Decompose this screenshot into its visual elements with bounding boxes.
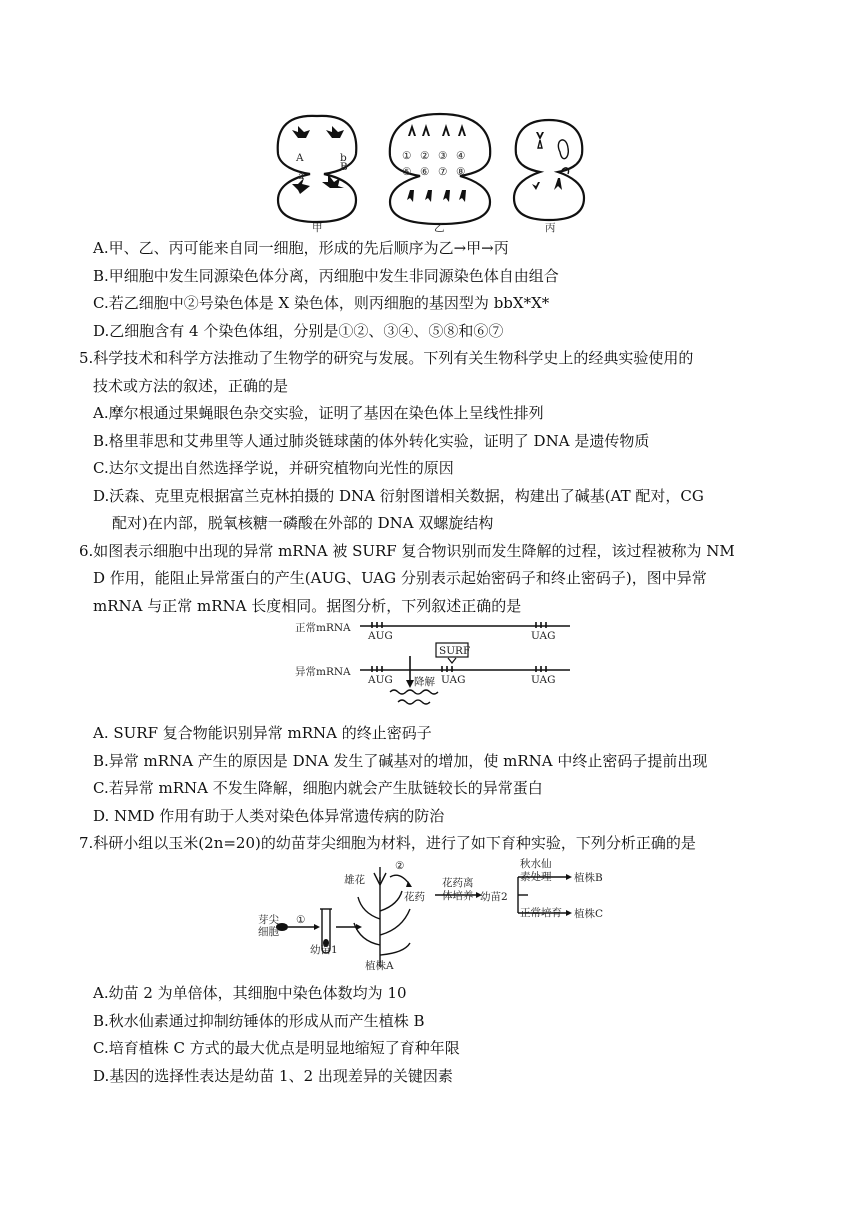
q4-option-c: C.若乙细胞中②号染色体是 X 染色体，则丙细胞的基因型为 bbX*X* bbox=[93, 294, 550, 312]
uag-label: UAG bbox=[531, 674, 556, 686]
q5-option-b: B.格里菲思和艾弗里等人通过肺炎链球菌的体外转化实验，证明了 DNA 是遗传物质 bbox=[93, 432, 650, 450]
uag-label: UAG bbox=[441, 674, 466, 686]
seedling2-label: 幼苗2 bbox=[480, 891, 508, 903]
q7-stem: 7.科研小组以玉米(2n=20)的幼苗芽尖细胞为材料，进行了如下育种实验，下列分析正确的是 bbox=[79, 834, 696, 852]
step1-label: ① bbox=[296, 914, 306, 926]
chromosome-number: ① bbox=[402, 150, 412, 162]
q7-option-b: B.秋水仙素通过抑制纺锤体的形成从而产生植株 B bbox=[93, 1012, 425, 1030]
q6-stem-line2: D 作用，能阻止异常蛋白的产生(AUG、UAG 分别表示起始密码子和终止密码子)，图中异常 bbox=[93, 569, 707, 587]
colch-label: 秋水仙 素处理 bbox=[520, 858, 552, 883]
plantA-label: 植株A bbox=[365, 960, 394, 972]
gene-label: a bbox=[298, 170, 305, 182]
cell-label-bing: 丙 bbox=[545, 222, 556, 234]
chromosome-number: ⑥ bbox=[420, 166, 430, 178]
chromosome-number: ② bbox=[420, 150, 430, 162]
q6-option-a: A. SURF 复合物能识别异常 mRNA 的终止密码子 bbox=[93, 724, 432, 742]
abnormal-mrna-label: 异常mRNA bbox=[295, 666, 351, 678]
q4-option-a: A.甲、乙、丙可能来自同一细胞，形成的先后顺序为乙→甲→丙 bbox=[93, 239, 509, 257]
breeding-figure bbox=[250, 855, 630, 973]
normal-mrna-label: 正常mRNA bbox=[295, 622, 351, 634]
surf-label: SURF bbox=[439, 645, 471, 657]
q6-stem-line3: mRNA 与正常 mRNA 长度相同。据图分析，下列叙述正确的是 bbox=[93, 597, 522, 615]
culture-label: 花药离 体培养 bbox=[442, 877, 474, 902]
q4-option-d: D.乙细胞含有 4 个染色体组，分别是①②、③④、⑤⑧和⑥⑦ bbox=[93, 322, 504, 340]
q6-option-d: D. NMD 作用有助于人类对染色体异常遗传病的防治 bbox=[93, 807, 445, 825]
aug-label: AUG bbox=[368, 630, 393, 642]
chromosome-number: ③ bbox=[438, 150, 448, 162]
q6-option-c: C.若异常 mRNA 不发生降解，细胞内就会产生肽链较长的异常蛋白 bbox=[93, 779, 543, 797]
q5-option-c: C.达尔文提出自然选择学说，并研究植物向光性的原因 bbox=[93, 459, 454, 477]
uag-label: UAG bbox=[531, 630, 556, 642]
plantB-label: 植株B bbox=[574, 872, 603, 884]
q7-option-c: C.培育植株 C 方式的最大优点是明显地缩短了育种年限 bbox=[93, 1039, 460, 1057]
gene-label: A bbox=[296, 152, 304, 164]
q7-option-a: A.幼苗 2 为单倍体，其细胞中染色体数均为 10 bbox=[93, 984, 407, 1002]
anther-label: 花药 bbox=[404, 891, 425, 903]
degrade-label: 降解 bbox=[414, 676, 435, 688]
q5-option-a: A.摩尔根通过果蝇眼色杂交实验，证明了基因在染色体上呈线性排列 bbox=[93, 404, 544, 422]
q7-option-d: D.基因的选择性表达是幼苗 1、2 出现差异的关键因素 bbox=[93, 1067, 453, 1085]
bud-cells-label: 芽尖 细胞 bbox=[258, 914, 279, 938]
chromosome-number: ⑦ bbox=[438, 166, 448, 178]
q6-stem-line1: 6.如图表示细胞中出现的异常 mRNA 被 SURF 复合物识别而发生降解的过程，该过程被称为 NM bbox=[79, 542, 735, 560]
aug-label: AUG bbox=[368, 674, 393, 686]
plantC-label: 植株C bbox=[574, 908, 604, 920]
gene-label: b bbox=[340, 152, 347, 164]
normal-culture-label: 正常培育 bbox=[520, 907, 562, 919]
seedling1-label: 幼苗1 bbox=[310, 944, 338, 956]
q5-stem-line1: 5.科学技术和科学方法推动了生物学的研究与发展。下列有关生物科学史上的经典实验使用的 bbox=[79, 349, 694, 367]
chromosome-number: ⑧ bbox=[456, 166, 466, 178]
chromosome-number: ④ bbox=[456, 150, 466, 162]
gene-label: B bbox=[340, 161, 348, 173]
q5-option-d-cont: 配对)在内部，脱氧核糖一磷酸在外部的 DNA 双螺旋结构 bbox=[112, 514, 494, 532]
q4-option-b: B.甲细胞中发生同源染色体分离，丙细胞中发生非同源染色体自由组合 bbox=[93, 267, 559, 285]
q6-option-b: B.异常 mRNA 产生的原因是 DNA 发生了碱基对的增加，使 mRNA 中终止密码子提前出现 bbox=[93, 752, 708, 770]
cell-label-yi: 乙 bbox=[434, 222, 445, 234]
cell-division-figure bbox=[270, 100, 600, 235]
male-flower-label: 雄花 bbox=[344, 874, 365, 886]
q5-stem-line2: 技术或方法的叙述，正确的是 bbox=[93, 377, 289, 395]
cell-label-jia: 甲 bbox=[312, 222, 323, 234]
q5-option-d: D.沃森、克里克根据富兰克林拍摄的 DNA 衍射图谱相关数据，构建出了碱基(AT 配对，CG bbox=[93, 487, 704, 505]
step2-label: ② bbox=[395, 860, 405, 872]
chromosome-number: ⑤ bbox=[402, 166, 412, 178]
